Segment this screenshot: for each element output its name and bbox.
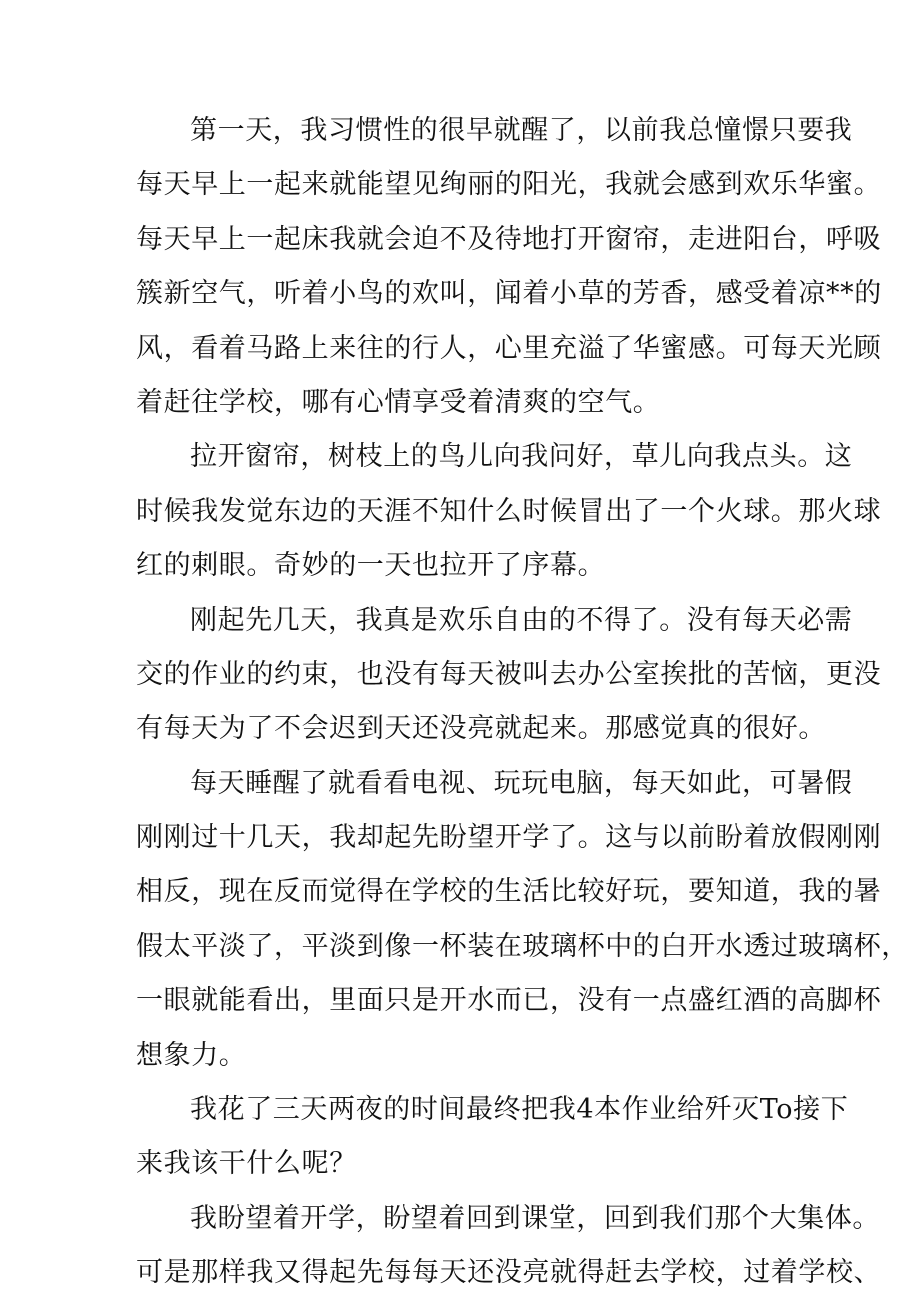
text-line: 想象力。	[136, 1039, 247, 1071]
text-line: 拉开窗帘，树枝上的鸟儿向我问好，草儿向我点头。这	[190, 441, 853, 473]
text-line: 每天早上一起床我就会迫不及待地打开窗帘，走进阳台，呼吸	[136, 223, 882, 255]
text-line: 刚起先几天，我真是欢乐自由的不得了。没有每天必需	[190, 604, 853, 636]
text-line: 我花了三天两夜的时间最终把我4本作业给歼灭To接下	[190, 1094, 849, 1126]
paragraph-2	[136, 430, 882, 593]
paragraph-1	[136, 104, 882, 430]
text-line: 假太平淡了，平淡到像一杯装在玻璃杯中的白开水透过玻璃杯，	[136, 930, 909, 962]
text-line: 我盼望着开学，盼望着回到课堂，回到我们那个大集体。	[190, 1202, 880, 1234]
text-line: 有每天为了不会迟到天还没亮就起来。那感觉真的很好。	[136, 713, 826, 745]
text-line: 来我该干什么呢？	[136, 1148, 357, 1180]
text-line: 每天睡醒了就看看电视、玩玩电脑，每天如此，可暑假	[190, 767, 853, 799]
text-line: 一眼就能看出，里面只是开水而已，没有一点盛红酒的高脚杯	[136, 985, 882, 1017]
text-line: 风，看着马路上来往的行人，心里充溢了华蜜感。可每天光顾	[136, 332, 882, 364]
text-line: 交的作业的约束，也没有每天被叫去办公室挨批的苦恼，更没	[136, 658, 882, 690]
text-line: 时候我发觉东边的天涯不知什么时候冒出了一个火球。那火球	[136, 495, 882, 527]
text-line: 刚刚过十几天，我却起先盼望开学了。这与以前盼着放假刚刚	[136, 822, 882, 854]
text-line: 第一天，我习惯性的很早就醒了，以前我总憧憬只要我	[190, 115, 853, 146]
paragraph-3	[136, 594, 882, 757]
article-body	[136, 104, 909, 1301]
paragraph-5	[136, 1083, 849, 1192]
text-line: 相反，现在反而觉得在学校的生活比较好玩，要知道，我的暑	[136, 876, 882, 908]
text-line: 簇新空气，听着小鸟的欢叫，闻着小草的芳香，感受着凉**的	[136, 278, 882, 310]
text-line: 可是那样我又得起先每每天还没亮就得赶去学校，过着学校、	[136, 1257, 882, 1289]
paragraph-4	[136, 757, 909, 1083]
text-line: 着赶往学校，哪有心情享受着清爽的空气。	[136, 386, 661, 418]
text-line: 红的刺眼。奇妙的一天也拉开了序幕。	[136, 550, 606, 582]
text-line: 每天早上一起来就能望见绚丽的阳光，我就会感到欢乐华蜜。	[136, 169, 882, 201]
paragraph-6	[136, 1192, 882, 1301]
